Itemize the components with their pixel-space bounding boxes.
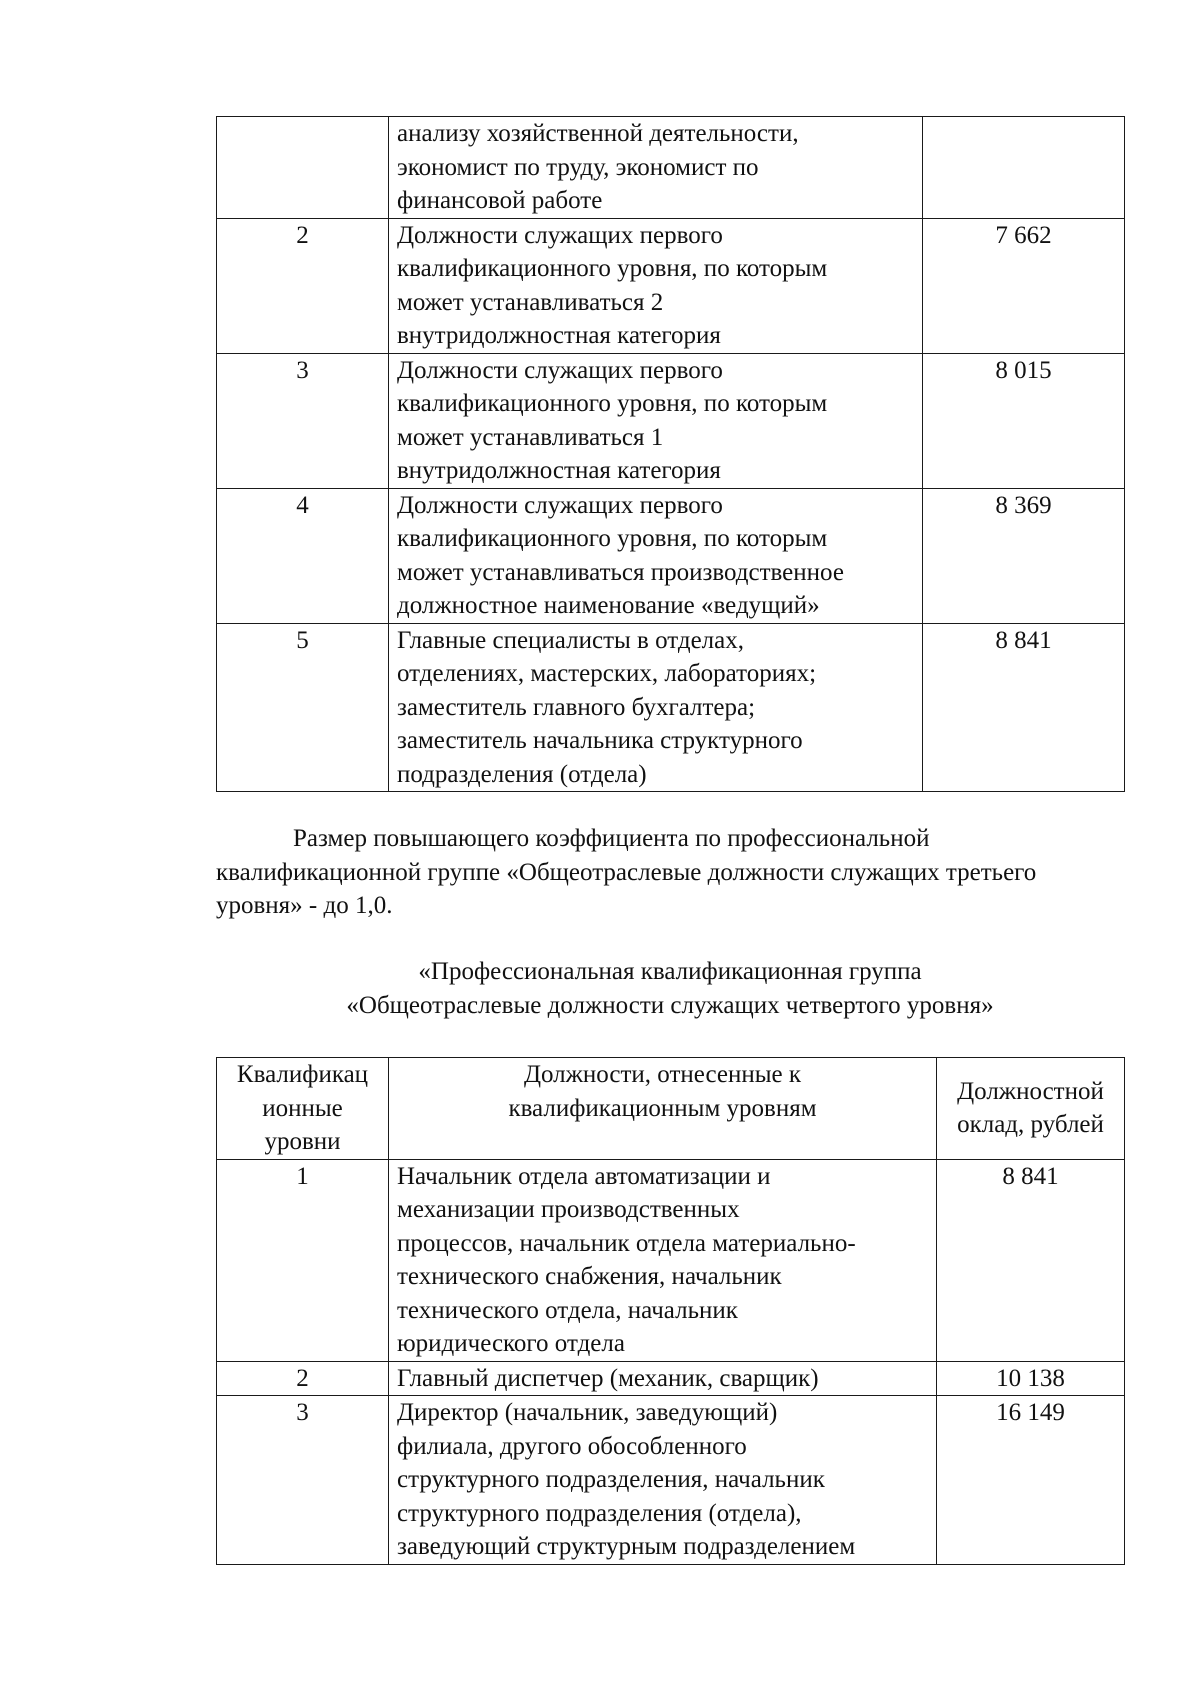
- positions-cell: Главные специалисты в отделах, отделениях, мастерских, лабораториях; заместитель главного бухгалтера; заместитель начальника структурного подразделения (отдела): [389, 623, 923, 792]
- table-row: [217, 218, 1125, 353]
- table-row: [217, 1159, 1125, 1361]
- qualification-level-cell: 2: [217, 1361, 389, 1396]
- coefficient-paragraph-text: Размер повышающего коэффициента по профессиональной квалификационной группе «Общеотраслевые должности служащих третьего уровня» - до 1,0.: [216, 825, 1037, 919]
- header-qualification-levels: Квалификац ионные уровни: [217, 1058, 389, 1160]
- coefficient-paragraph: [216, 822, 1126, 923]
- positions-cell: Должности служащих первого квалификационного уровня, по которым может устанавливаться 1 внутридолжностная категория: [389, 353, 923, 488]
- table-row: [217, 1361, 1125, 1396]
- table-row: [217, 117, 1125, 219]
- header-salary: Должностной оклад, рублей: [937, 1058, 1125, 1160]
- positions-cell: Должности служащих первого квалификационного уровня, по которым может устанавливаться производственное должностное наименование «ведущий»: [389, 488, 923, 623]
- qualification-level-cell: [217, 117, 389, 219]
- salary-cell: 10 138: [937, 1361, 1125, 1396]
- qualification-level-cell: 4: [217, 488, 389, 623]
- salary-cell: 8 841: [923, 623, 1125, 792]
- salary-cell: 7 662: [923, 218, 1125, 353]
- qualification-level-cell: 3: [217, 1396, 389, 1565]
- qualification-level-cell: 1: [217, 1159, 389, 1361]
- salary-cell: 16 149: [937, 1396, 1125, 1565]
- section-title-line-1: «Профессиональная квалификационная группа: [418, 958, 922, 985]
- section-title: [216, 955, 1124, 1022]
- salary-cell: [923, 117, 1125, 219]
- positions-cell: Главный диспетчер (механик, сварщик): [389, 1361, 937, 1396]
- qualification-level-cell: 3: [217, 353, 389, 488]
- section-title-line-2: «Общеотраслевые должности служащих четвертого уровня»: [346, 991, 994, 1019]
- table-row: [217, 488, 1125, 623]
- table-row: [217, 623, 1125, 792]
- table-header-row: [217, 1058, 1125, 1160]
- salary-cell: 8 015: [923, 353, 1125, 488]
- positions-cell: анализу хозяйственной деятельности, экономист по труду, экономист по финансовой работе: [389, 117, 923, 219]
- positions-cell: Начальник отдела автоматизации и механизации производственных процессов, начальник отдела материально- технического снабжения, начальник технического отдела, начальник юридического отдела: [389, 1159, 937, 1361]
- positions-cell: Должности служащих первого квалификационного уровня, по которым может устанавливаться 2 внутридолжностная категория: [389, 218, 923, 353]
- qualification-level-cell: 5: [217, 623, 389, 792]
- salary-table-continued: [216, 116, 1125, 792]
- salary-cell: 8 369: [923, 488, 1125, 623]
- table-row: [217, 1396, 1125, 1565]
- table-row: [217, 353, 1125, 488]
- qualification-level-cell: 2: [217, 218, 389, 353]
- positions-cell: Директор (начальник, заведующий) филиала, другого обособленного структурного подразделения, начальник структурного подразделения (отдела), заведующий структурным подразделением: [389, 1396, 937, 1565]
- salary-table-fourth-level: [216, 1057, 1125, 1565]
- salary-cell: 8 841: [937, 1159, 1125, 1361]
- header-positions: Должности, отнесенные к квалификационным уровням: [389, 1058, 937, 1160]
